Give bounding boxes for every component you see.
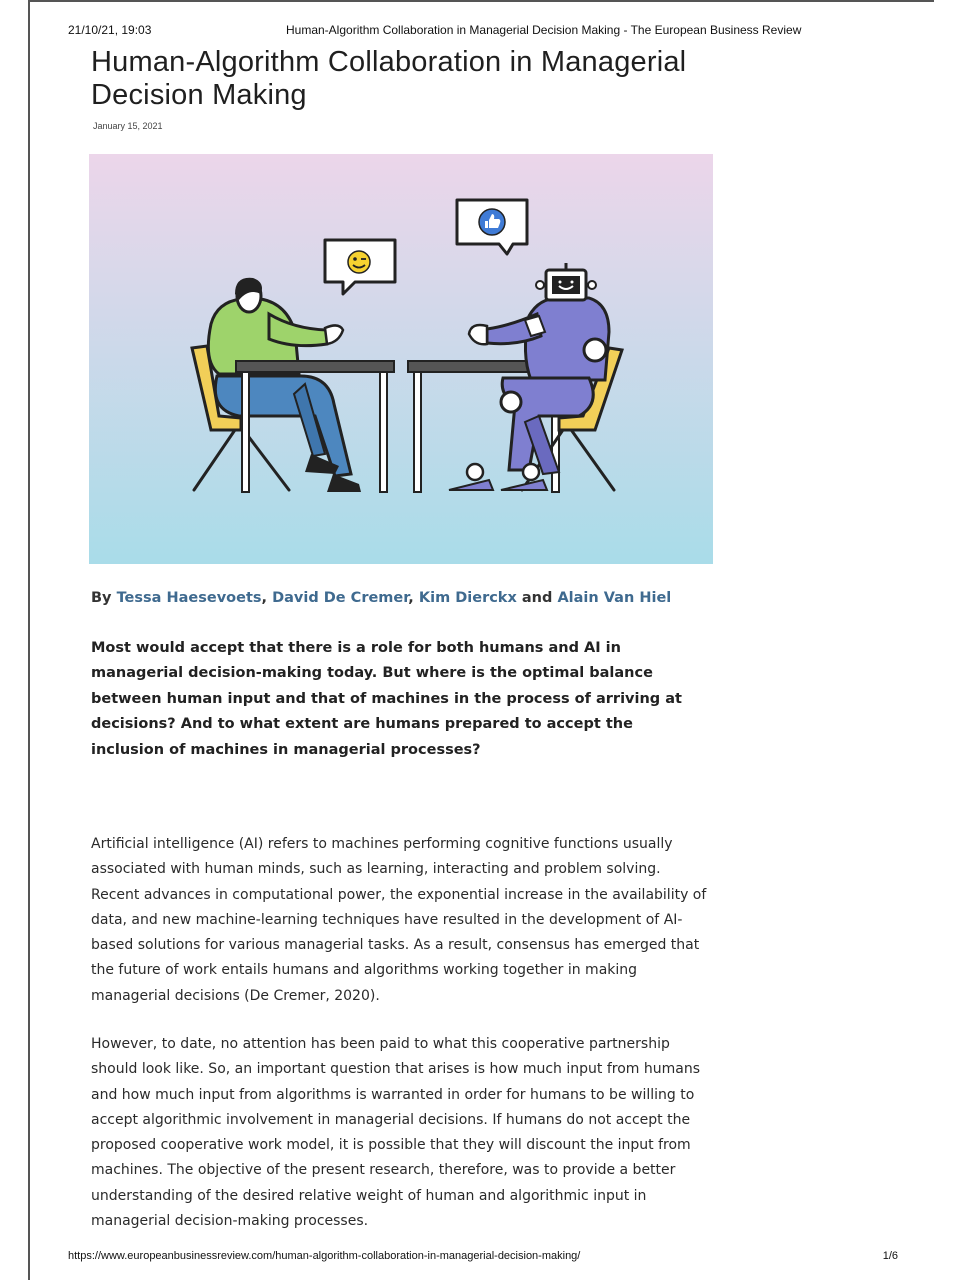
print-timestamp: 21/10/21, 19:03 [68,23,152,37]
page-border-top [28,0,934,2]
page-number: 1/6 [882,1250,898,1262]
print-footer [68,1250,898,1262]
article-lead: Most would accept that there is a role for both humans and AI in managerial decision-making today. But where is the optimal balance between human input and that of machines in the process of arriving at decisions? And to what extent are humans prepared to accept the inclusion of machines in managerial processes? [91,640,682,758]
byline-conjunction: and [521,590,553,606]
article-byline [91,590,671,606]
author-link-kim-dierckx[interactable]: Kim Dierckx [418,590,517,606]
byline-prefix: By [91,590,112,606]
print-page-title: Human-Algorithm Collaboration in Managerial Decision Making - The European Business Review [286,23,802,37]
author-link-tessa-haesevoets[interactable]: Tessa Haesevoets [116,590,262,606]
thumbs-up-icon [479,209,505,235]
article-title: Human-Algorithm Collaboration in Managerial Decision Making [91,46,687,111]
author-link-david-de-cremer[interactable]: David De Cremer [272,590,409,606]
article-date: January 15, 2021 [93,121,163,131]
page-border-left [28,0,30,1280]
author-link-alain-van-hiel[interactable]: Alain Van Hiel [557,590,672,606]
hero-illustration [89,154,713,564]
body-paragraph: Artificial intelligence (AI) refers to machines performing cognitive functions usually associated with human minds, such as learning, interacting and problem solving. Recent advances in computational power, the exponential increase in the availability of data, and new machine-learning techniques have resulted in the development of AI-based solutions for various managerial tasks. As a result, consensus has emerged that the future of work entails humans and algorithms working together in making managerial decisions (De Cremer, 2020). [91,836,707,1004]
byline-separator: , [261,590,268,606]
byline-separator: , [408,590,414,606]
print-header [68,23,920,39]
winking-face-icon [348,251,370,273]
print-url: https://www.europeanbusinessreview.com/human-algorithm-collaboration-in-managerial-decision-making/ [68,1250,581,1262]
body-paragraph: However, to date, no attention has been paid to what this cooperative partnership should look like. So, an important question that arises is how much input from humans and how much input from algorithms is warranted in order for humans to be willing to accept algorithmic involvement in managerial decisions. If humans do not accept the proposed cooperative work model, it is possible that they will discount the input from machines. The objective of the present research, therefore, was to provide a better understanding of the desired relative weight of human and algorithmic input in managerial decision-making processes. [91,1036,700,1230]
